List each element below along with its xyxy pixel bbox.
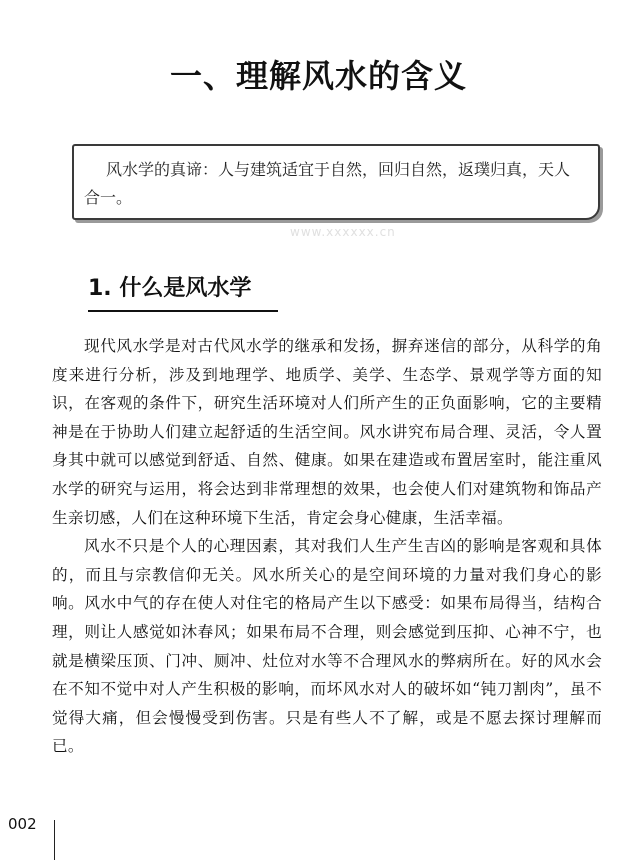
paragraph-1: 现代风水学是对古代风水学的继承和发扬，摒弃迷信的部分，从科学的角度来进行分析，涉及到地理学、地质学、美学、生态学、景观学等方面的知识，在客观的条件下，研究生活环境对人们所产生的正负面影响，它的主要精神是在于协助人们建立起舒适的生活空间。风水讲究布局合理、灵活，令人置身其中就可以感觉到舒适、自然、健康。如果在建造或布置居室时，能注重风水学的研究与运用，将会达到非常理想的效果，也会使人们对建筑物和饰品产生亲切感，人们在这种环境下生活，肯定会身心健康，生活幸福。: [52, 337, 602, 527]
page-number: 002: [8, 815, 37, 833]
body-text: [52, 332, 602, 761]
paragraph-2: 风水不只是个人的心理因素，其对我们人生产生吉凶的影响是客观和具体的，而且与宗教信仰无关。风水所关心的是空间环境的力量对我们身心的影响。风水中气的存在使人对住宅的格局产生以下感受：如果布局得当，结构合理，则让人感觉如沐春风；如果布局不合理，则会感觉到压抑、心神不宁，也就是横梁压顶、门冲、厕冲、灶位对水等不合理风水的弊病所在。好的风水会在不知不觉中对人产生积极的影响，而坏风水对人的破坏如“钝刀割肉”，虽不觉得大痛，但会慢慢受到伤害。只是有些人不了解，或是不愿去探讨理解而已。: [52, 537, 602, 756]
quote-box: [72, 144, 600, 220]
section-heading: 1. 什么是风水学: [88, 274, 278, 312]
quote-text: 风水学的真谛：人与建筑适宜于自然，回归自然，返璞归真，天人合一。: [84, 160, 571, 207]
margin-line: [54, 820, 55, 860]
chapter-title: 一、理解风水的含义: [169, 57, 467, 95]
watermark: www.xxxxxx.cn: [290, 225, 396, 239]
